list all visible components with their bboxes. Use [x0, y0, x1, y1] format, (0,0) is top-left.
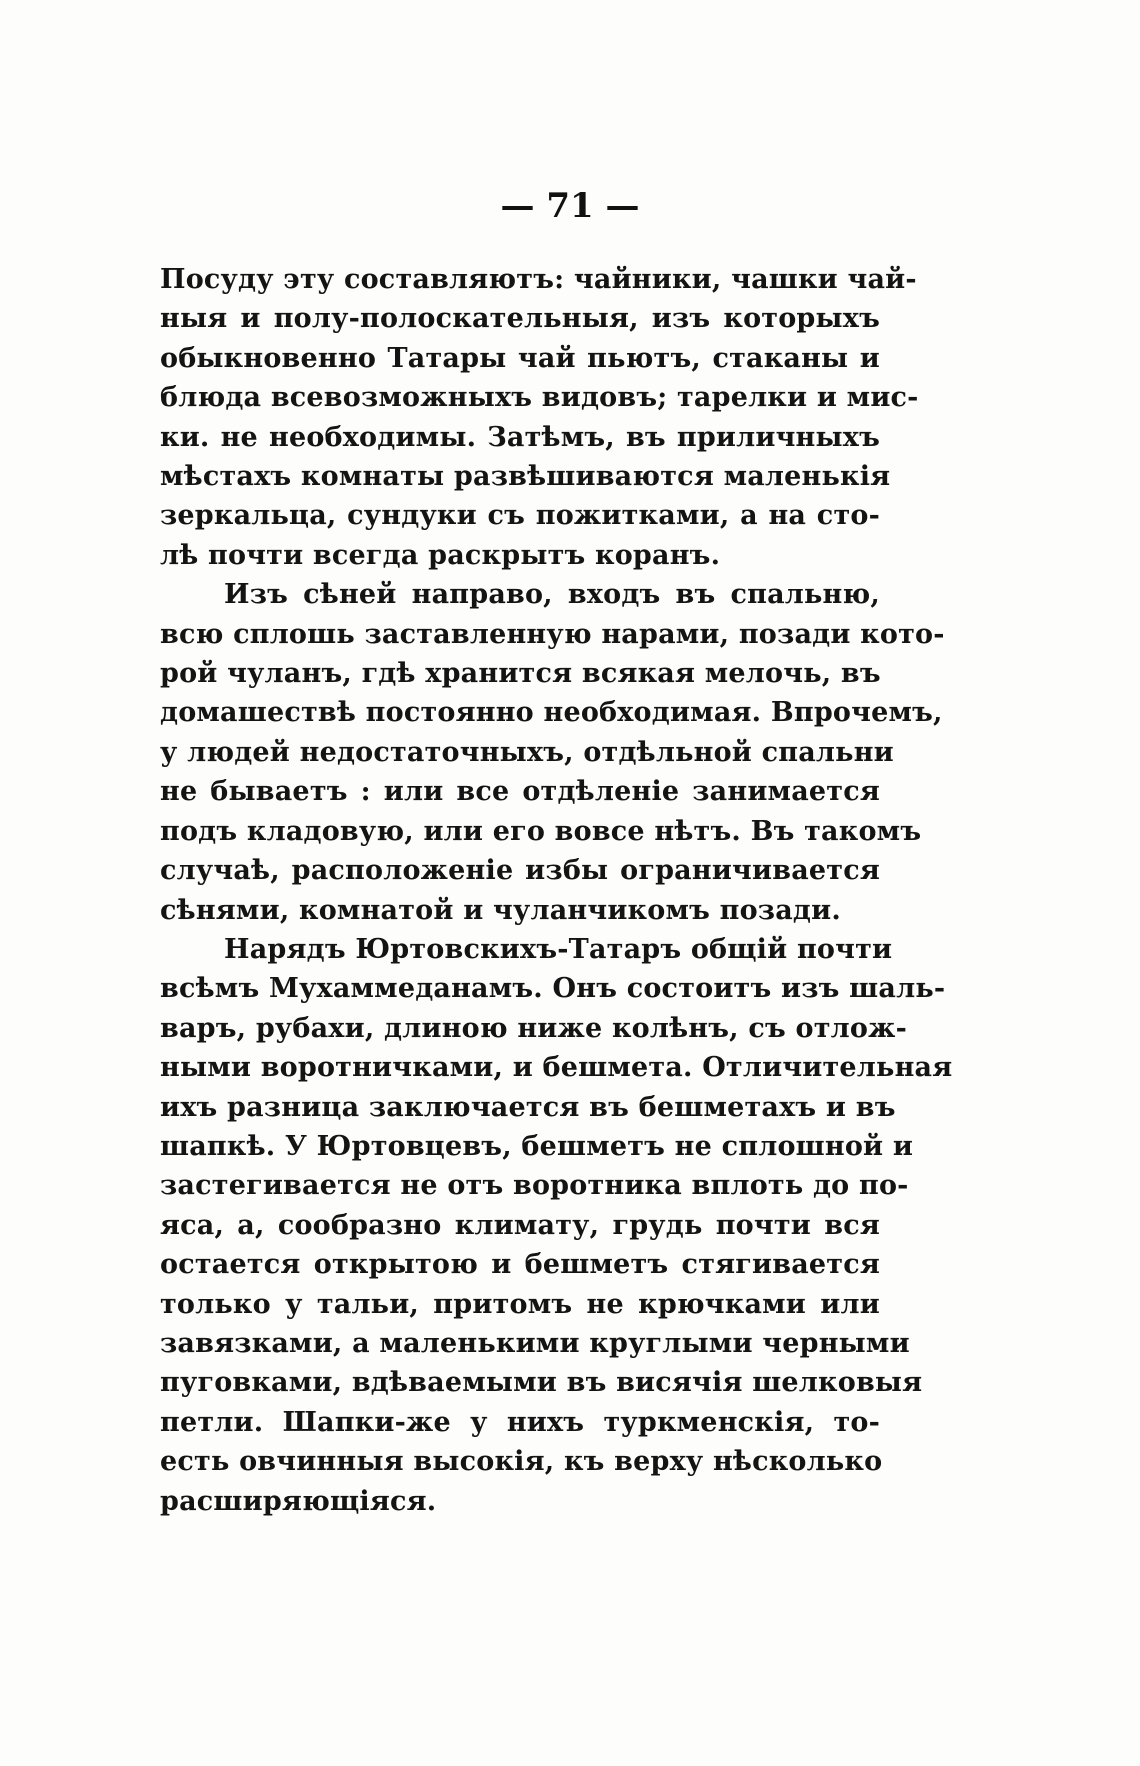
- text-line: всю сплошь заставленную нарами, позади кото-: [160, 618, 945, 650]
- text-line: случаѣ, расположеніе избы ограничивается: [160, 855, 880, 887]
- text-line: рой чуланъ, гдѣ хранится всякая мелочь, въ: [160, 658, 881, 690]
- text-line: варъ, рубахи, длиною ниже колѣнъ, съ отлож-: [160, 1012, 907, 1044]
- text-line: домашествѣ постоянно необходимая. Впрочемъ,: [160, 697, 943, 729]
- text-line: ихъ разница заключается въ бешметахъ и въ: [160, 1091, 896, 1123]
- text-line: Нарядъ Юртовскихъ-Татаръ общій почти: [224, 933, 893, 965]
- text-line: завязками, а маленькими круглыми черными: [160, 1327, 910, 1359]
- page-number: — 71 —: [500, 186, 640, 226]
- text-line: обыкновенно Татары чай пьютъ, стаканы и: [160, 342, 880, 374]
- text-line: мѣстахъ комнаты развѣшиваются маленькія: [160, 461, 891, 493]
- text-line: блюда всевозможныхъ видовъ; тарелки и миc-: [160, 382, 919, 414]
- text-line: зеркальца, сундуки съ пожитками, а на сто-: [160, 500, 880, 532]
- text-line: ки. не необходимы. Затѣмъ, въ приличныхъ: [160, 421, 880, 453]
- text-line: яса, а, сообразно климату, грудь почти вся: [160, 1209, 880, 1241]
- text-line: остается открытою и бешметъ стягивается: [160, 1249, 880, 1281]
- text-line: пуговками, вдѣваемыми въ висячія шелковыя: [160, 1367, 923, 1399]
- text-line: сѣнями, комнатой и чуланчикомъ позади.: [160, 894, 841, 926]
- text-line: подъ кладовую, или его вовсе нѣтъ. Въ такомъ: [160, 815, 922, 847]
- text-line: лѣ почти всегда раскрытъ коранъ.: [160, 539, 721, 571]
- text-line: ныя и полу-полоскательныя, изъ которыхъ: [160, 303, 880, 335]
- text-line: Изъ сѣней направо, входъ въ спальню,: [224, 579, 880, 611]
- text-line: есть овчинныя высокія, къ верху нѣсколько: [160, 1446, 883, 1478]
- text-line: ными воротничками, и бешмета. Отличительная: [160, 1052, 953, 1084]
- body-text: [160, 260, 953, 1521]
- text-line: петли. Шапки-же у нихъ туркменскія, то-: [160, 1406, 880, 1438]
- text-line: застегивается не отъ воротника вплоть до по-: [160, 1170, 909, 1202]
- text-line: не бываетъ : или все отдѣленіе занимается: [160, 776, 880, 808]
- text-line: расширяющіяся.: [160, 1485, 437, 1517]
- text-line: у людей недостаточныхъ, отдѣльной спальни: [160, 736, 894, 768]
- text-line: шапкѣ. У Юртовцевъ, бешметъ не сплошной и: [160, 1130, 914, 1162]
- text-line: Посуду эту составляютъ: чайники, чашки чай-: [160, 264, 917, 295]
- text-line: всѣмъ Мухаммеданамъ. Онъ состоитъ изъ шаль-: [160, 973, 946, 1005]
- text-line: только у тальи, притомъ не крючками или: [160, 1288, 880, 1320]
